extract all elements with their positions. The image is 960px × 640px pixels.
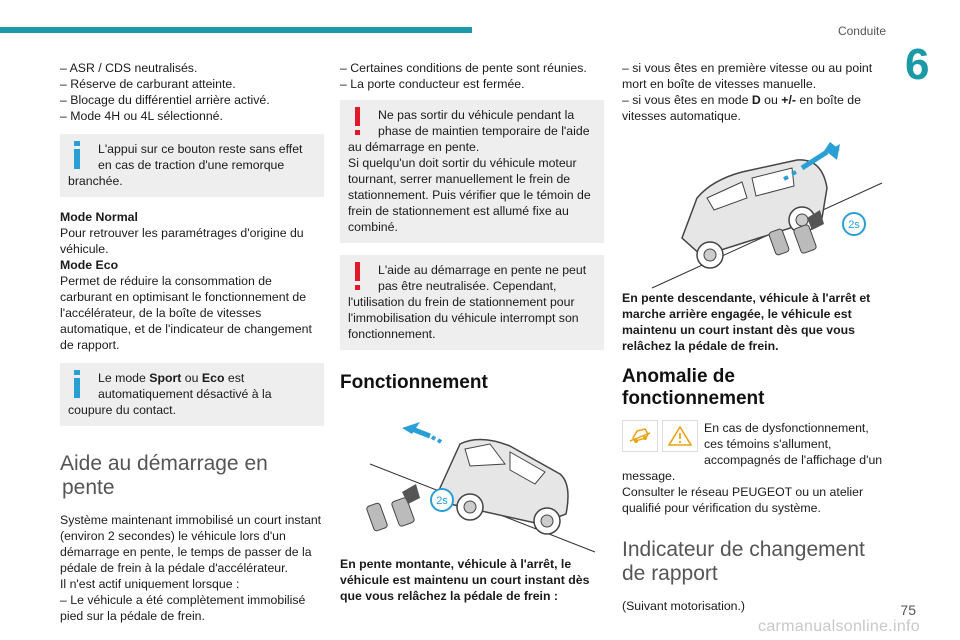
section-heading: Indicateur de changement de rapport (622, 538, 865, 585)
downhill-reverse-illustration (622, 138, 886, 290)
warning-text: Si quelqu'un doit sortir du véhicule moteur tournant, serrer manuellement le frein de stationnement. Puis vérifier que le témoin de frein de stationnement est allumé fixe au combiné. (348, 156, 591, 234)
warning-text: L'aide au démarrage en pente ne peut pas être neutralisée. Cependant, l'utilisation du frein de stationnement pour l'immobilisation du véhicule interrompt son fonctionnement. (348, 263, 587, 341)
info-text: Le mode Sport ou Eco est automatiquement désactivé à la coupure du contact. (68, 371, 272, 417)
header-accent-bar (0, 27, 472, 33)
hill-assist-icon (622, 420, 658, 452)
column-2 (340, 60, 604, 604)
timer-badge: 2s (848, 219, 860, 231)
info-icon (68, 370, 90, 400)
list-item: – ASR / CDS neutralisés. (60, 61, 198, 75)
paragraph: – Le véhicule a été complètement immobilisé pied sur la pédale de frein. (60, 593, 306, 623)
uphill-illustration (340, 404, 604, 556)
warning-triangle-icon (662, 420, 698, 452)
list-item: – Blocage du différentiel arrière activé. (60, 93, 270, 107)
warning-icon (348, 262, 370, 292)
chapter-number: 6 (905, 40, 930, 89)
warning-lamps (622, 420, 698, 452)
list-item: – si vous êtes en première vitesse ou au point mort en boîte de vitesses manuelle. (622, 61, 873, 91)
column-3 (622, 60, 886, 614)
list-item: – La porte conducteur est fermée. (340, 77, 525, 91)
list-item: – Mode 4H ou 4L sélectionné. (60, 109, 223, 123)
list-item: – Certaines conditions de pente sont réunies. (340, 61, 587, 75)
section-heading: Fonctionnement (340, 372, 488, 393)
anomaly-text: Consulter le réseau PEUGEOT ou un atelier qualifié pour vérification du système. (622, 485, 864, 515)
info-icon (68, 141, 90, 171)
warning-text: Ne pas sortir du véhicule pendant la phase de maintien temporaire de l'aide au démarrage en pente. (348, 108, 590, 154)
illustration-caption: En pente montante, véhicule à l'arrêt, le véhicule est maintenu un court instant dès que vous relâchez la pédale de frein : (340, 557, 590, 603)
list-item: – Réserve de carburant atteinte. (60, 77, 236, 91)
note-text: (Suivant motorisation.) (622, 599, 746, 613)
section-title: Conduite (837, 24, 886, 38)
info-text: L'appui sur ce bouton reste sans effet en cas de traction d'une remorque branchée. (68, 142, 303, 188)
info-box (60, 134, 324, 197)
paragraph: Il n'est actif uniquement lorsque : (60, 577, 240, 591)
section-heading: Anomalie de fonctionnement (622, 366, 765, 409)
warning-box (340, 255, 604, 350)
list-item: – si vous êtes en mode D ou +/- en boîte de vitesses automatique. (622, 93, 861, 123)
section-heading: Aide au démarrage en pente (60, 452, 268, 499)
mode-eco-text: Permet de réduire la consommation de carburant en optimisant le fonctionnement de l'accélérateur, de la boîte de vitesses automatique, et de l'indicateur de changement de rapport. (60, 274, 312, 352)
timer-badge: 2s (436, 495, 448, 507)
column-1 (60, 60, 324, 624)
illustration-caption: En pente descendante, véhicule à l'arrêt et marche arrière engagée, le véhicule est maintenu un court instant dès que vous relâchez la pédale de frein. (622, 291, 871, 353)
paragraph: Système maintenant immobilisé un court instant (environ 2 secondes) le véhicule lors d'un démarrage en pente, le temps de passer de la pédale de frein à la pédale d'accélérateur. (60, 513, 322, 575)
mode-normal-title: Mode Normal (60, 210, 138, 224)
mode-eco-title: Mode Eco (60, 258, 119, 272)
warning-icon (348, 107, 370, 137)
anomaly-text: En cas de dysfonctionnement, ces témoins s'allument, accompagnés de l'affichage d'un message. (622, 421, 883, 483)
mode-normal-text: Pour retrouver les paramétrages d'origine du véhicule. (60, 226, 304, 256)
page-number: 75 (900, 602, 916, 618)
info-box (60, 363, 324, 426)
warning-box (340, 100, 604, 243)
watermark: carmanualsonline.info (758, 618, 920, 635)
